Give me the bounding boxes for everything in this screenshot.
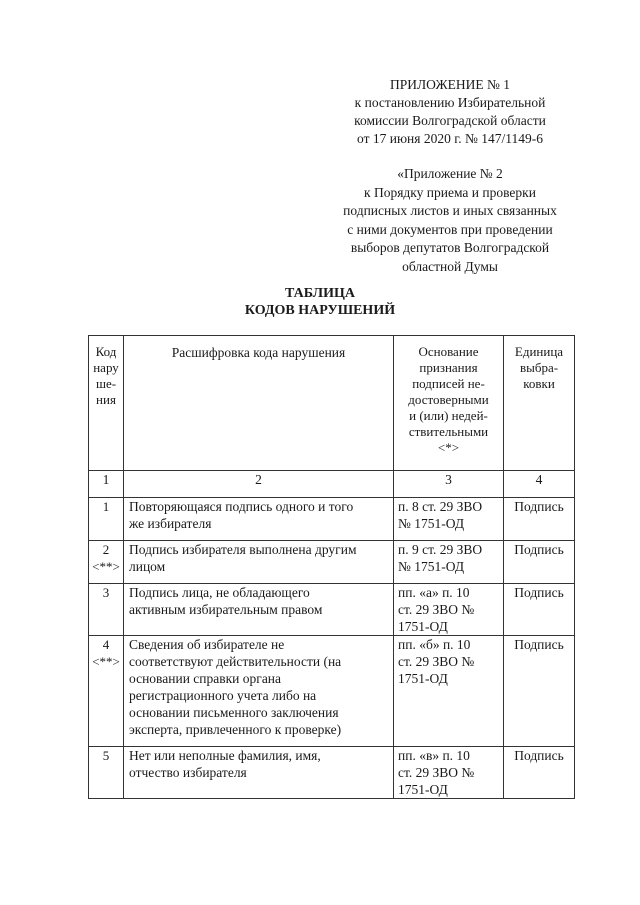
row-basis: пп. «в» п. 10 ст. 29 ЗВО № 1751-ОД [394,747,504,799]
column-number: 2 [124,471,394,498]
column-number: 4 [504,471,575,498]
row-description: Сведения об избирателе не соответствуют действительности (на основании справки органа регистрационного учета либо на основании письменного заключения эксперта, привлеченного к проверке) [124,636,394,747]
column-number-row [89,471,575,498]
row-basis: п. 8 ст. 29 ЗВО № 1751-ОД [394,498,504,541]
table-row [89,584,575,636]
annex-2-line: с ними документов при проведении [347,221,553,237]
row-code: 1 [89,498,124,541]
row-basis: п. 9 ст. 29 ЗВО № 1751-ОД [394,541,504,584]
row-code-note: <**> [92,654,120,669]
row-code: 2 <**> [89,541,124,584]
annex-2-heading [320,165,580,276]
row-description: Подпись избирателя выполнена другим лицом [124,541,394,584]
row-description: Нет или неполные фамилия, имя, отчество избирателя [124,747,394,799]
annex-1-heading [330,76,570,148]
row-code: 4 <**> [89,636,124,747]
header-code: Код нару ше- ния [89,336,124,471]
column-number: 1 [89,471,124,498]
row-description: Подпись лица, не обладающего активным избирательным правом [124,584,394,636]
row-basis: пп. «а» п. 10 ст. 29 ЗВО № 1751-ОД [394,584,504,636]
table-header-row [89,336,575,471]
row-code: 5 [89,747,124,799]
annex-2-line: выборов депутатов Волгоградской [350,240,550,255]
table-row [89,636,575,747]
annex-2-line: подписных листов и иных связанных [343,203,557,218]
header-basis: Основание признания подписей не- достоверными и (или) недей- ствительными <*> [394,336,504,471]
table-row [89,541,575,584]
annex-1-line: комиссии Волгоградской области [354,113,546,128]
row-unit: Подпись [504,541,575,584]
table-subtitle: КОДОВ НАРУШЕНИЙ [244,303,396,318]
row-description: Повторяющаяся подпись одного и того же избирателя [124,498,394,541]
annex-2-line: областной Думы [402,258,498,274]
annex-2-line: к Порядку приема и проверки [364,184,536,200]
row-basis: пп. «б» п. 10 ст. 29 ЗВО № 1751-ОД [394,636,504,747]
row-code-note: <**> [92,559,120,574]
violation-codes-table [88,335,575,799]
row-unit: Подпись [504,636,575,747]
annex-2-line: «Приложение № 2 [397,166,503,181]
column-number: 3 [394,471,504,498]
row-code: 3 [89,584,124,636]
header-unit: Единица выбра- ковки [504,336,575,471]
table-row [89,747,575,799]
annex-1-line: ПРИЛОЖЕНИЕ № 1 [389,77,511,92]
row-unit: Подпись [504,584,575,636]
row-unit: Подпись [504,498,575,541]
annex-1-line: к постановлению Избирательной [354,95,546,110]
header-description: Расшифровка кода нарушения [124,336,394,471]
row-unit: Подпись [504,747,575,799]
table-title: ТАБЛИЦА [285,286,355,301]
table-row [89,498,575,541]
annex-1-line: от 17 июня 2020 г. № 147/1149-6 [357,131,543,146]
